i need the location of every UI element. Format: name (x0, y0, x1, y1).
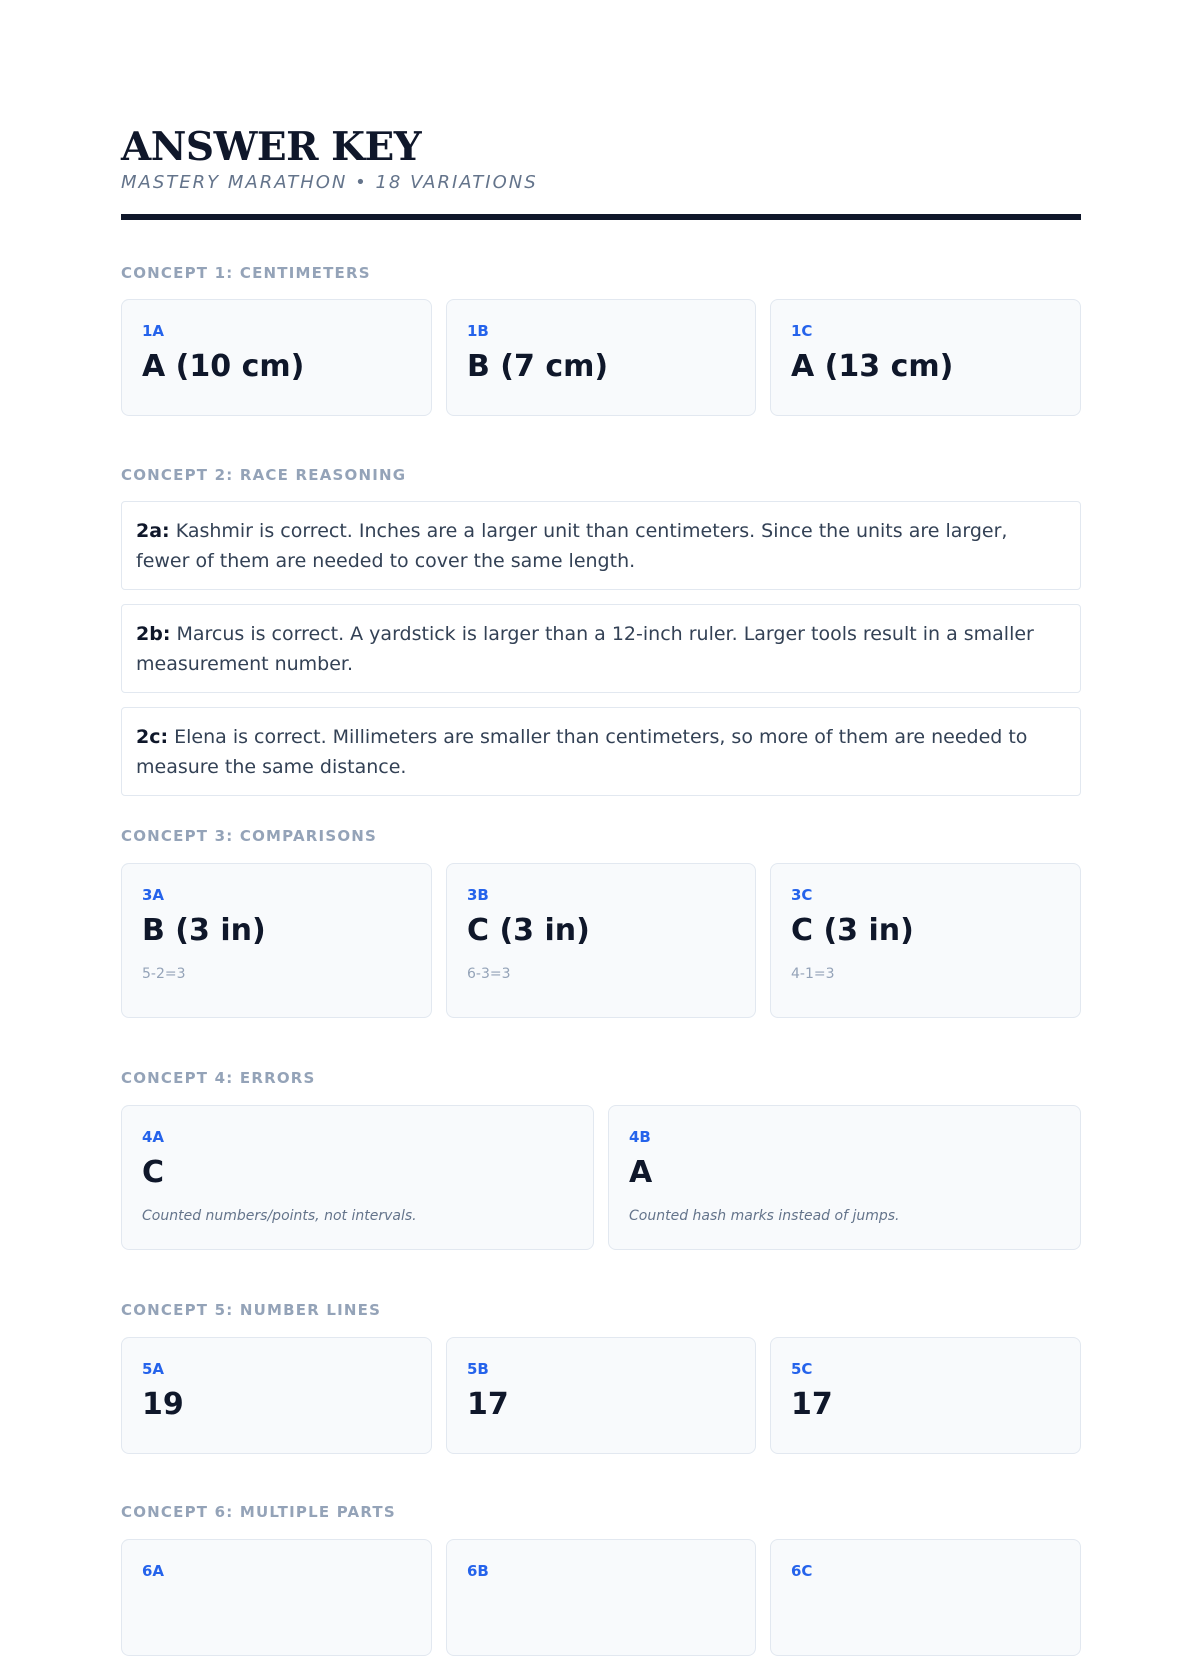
card-id: 3C (791, 886, 813, 904)
card-id: 6C (791, 1562, 813, 1580)
concept-5-label: CONCEPT 5: NUMBER LINES (121, 1301, 382, 1319)
card-id: 1C (791, 322, 813, 340)
card-error-note: Counted numbers/points, not intervals. (142, 1208, 417, 1224)
answer-card-6c (770, 1539, 1081, 1656)
card-work-note: 4-1=3 (791, 966, 835, 982)
answer-card-4a (121, 1105, 594, 1250)
reasoning-id: 2c: (136, 726, 169, 748)
card-id: 5B (467, 1360, 489, 1378)
reasoning-text: Kashmir is correct. Inches are a larger unit than centimeters. Since the units are larger, fewer of them are needed to cover the same length. (136, 520, 1008, 572)
answer-card-3b (446, 863, 756, 1018)
card-error-note: Counted hash marks instead of jumps. (629, 1208, 900, 1224)
card-answer: B (7 cm) (467, 349, 609, 384)
page-subtitle: MASTERY MARATHON • 18 VARIATIONS (121, 172, 538, 193)
answer-card-6b (446, 1539, 756, 1656)
card-id: 5C (791, 1360, 813, 1378)
reasoning-item-2b (121, 604, 1081, 693)
card-id: 4A (142, 1128, 165, 1146)
reasoning-text: Marcus is correct. A yardstick is larger than a 12-inch ruler. Larger tools result in a smaller measurement number. (136, 623, 1034, 675)
concept-4-label: CONCEPT 4: ERRORS (121, 1069, 316, 1087)
card-work-note: 6-3=3 (467, 966, 511, 982)
card-id: 5A (142, 1360, 165, 1378)
concept-6-label: CONCEPT 6: MULTIPLE PARTS (121, 1503, 396, 1521)
answer-card-6a (121, 1539, 432, 1656)
concept-1-label: CONCEPT 1: CENTIMETERS (121, 264, 371, 282)
card-answer: C (3 in) (791, 913, 914, 948)
answer-card-1a (121, 299, 432, 416)
answer-card-5c (770, 1337, 1081, 1454)
answer-card-5a (121, 1337, 432, 1454)
card-answer: 17 (467, 1387, 509, 1422)
card-answer: 19 (142, 1387, 184, 1422)
answer-card-3a (121, 863, 432, 1018)
answer-card-1c (770, 299, 1081, 416)
concept-2-label: CONCEPT 2: RACE REASONING (121, 466, 407, 484)
card-id: 6B (467, 1562, 489, 1580)
answer-card-1b (446, 299, 756, 416)
reasoning-item-2a (121, 501, 1081, 590)
answer-card-4b (608, 1105, 1081, 1250)
header (121, 124, 1081, 194)
card-id: 3A (142, 886, 165, 904)
answer-card-5b (446, 1337, 756, 1454)
card-answer: C (3 in) (467, 913, 590, 948)
card-id: 6A (142, 1562, 165, 1580)
card-id: 1B (467, 322, 489, 340)
card-answer: A (10 cm) (142, 349, 305, 384)
reasoning-id: 2b: (136, 623, 171, 645)
reasoning-text: Elena is correct. Millimeters are smaller than centimeters, so more of them are needed to measure the same distance. (136, 726, 1028, 778)
card-answer: C (142, 1155, 165, 1190)
card-id: 3B (467, 886, 489, 904)
page-title: ANSWER KEY (121, 124, 422, 170)
concept-3-label: CONCEPT 3: COMPARISONS (121, 827, 378, 845)
card-answer: 17 (791, 1387, 833, 1422)
card-answer: A (629, 1155, 653, 1190)
card-answer: B (3 in) (142, 913, 266, 948)
card-id: 1A (142, 322, 165, 340)
reasoning-id: 2a: (136, 520, 170, 542)
answer-card-3c (770, 863, 1081, 1018)
reasoning-item-2c (121, 707, 1081, 796)
card-id: 4B (629, 1128, 651, 1146)
header-divider (121, 214, 1081, 220)
card-answer: A (13 cm) (791, 349, 954, 384)
card-work-note: 5-2=3 (142, 966, 186, 982)
